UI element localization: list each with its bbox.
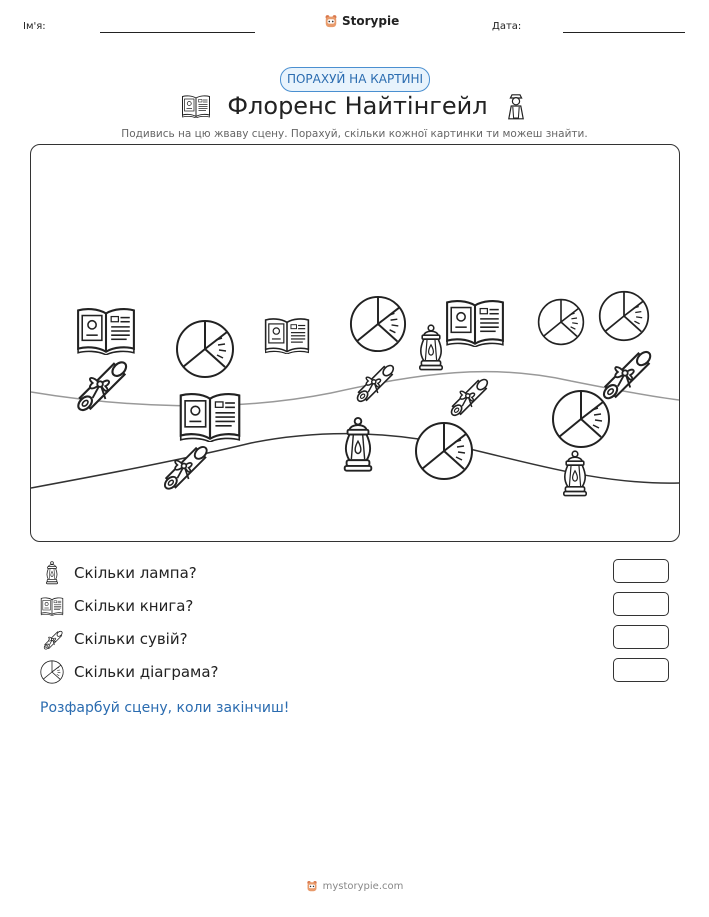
coloring-note: Розфарбуй сцену, коли закінчиш!	[40, 700, 290, 716]
storypie-logo-icon	[306, 880, 318, 892]
scroll-icon	[450, 378, 490, 418]
question-text: Скільки лампа?	[74, 564, 197, 582]
counting-scene	[30, 144, 680, 542]
book-icon	[181, 94, 211, 118]
book-icon	[78, 309, 134, 355]
answer-box-lamp[interactable]	[613, 559, 669, 583]
storypie-logo-icon	[324, 14, 338, 28]
scroll-icon	[163, 445, 209, 491]
name-field[interactable]	[100, 32, 255, 33]
date-field[interactable]	[563, 32, 685, 33]
date-label: Дата:	[492, 21, 522, 32]
chart-icon	[416, 423, 472, 479]
chart-icon	[40, 660, 64, 684]
scroll-icon	[601, 349, 652, 400]
answer-box-book[interactable]	[613, 592, 669, 616]
chart-icon	[539, 300, 584, 345]
activity-badge: ПОРАХУЙ НА КАРТИНІ	[280, 67, 430, 92]
page-title-text: Флоренс Найтінгейл	[227, 92, 488, 120]
answer-box-scroll[interactable]	[613, 625, 669, 649]
page-title	[0, 92, 709, 124]
question-chart	[40, 660, 219, 684]
scroll-icon	[76, 360, 129, 413]
chart-icon	[177, 321, 233, 377]
chart-icon	[600, 292, 649, 341]
book-icon	[40, 594, 64, 618]
question-scroll	[40, 627, 188, 651]
footer-url: mystorypie.com	[322, 880, 404, 892]
brand-logo	[324, 14, 399, 28]
question-lamp	[40, 561, 197, 585]
scroll-icon	[40, 627, 64, 651]
scroll-icon	[356, 364, 396, 404]
nurse-icon	[504, 92, 528, 120]
page-subtitle: Подивись на цю жваву сцену. Порахуй, скільки кожної картинки ти можеш знайти.	[121, 128, 588, 140]
chart-icon	[553, 391, 609, 447]
name-label: Ім'я:	[23, 21, 46, 32]
lamp-icon	[420, 325, 442, 369]
question-text: Скільки діаграма?	[74, 663, 219, 681]
book-icon	[266, 319, 309, 354]
scene-illustration	[31, 145, 679, 541]
question-text: Скільки сувій?	[74, 630, 188, 648]
book-icon	[181, 394, 240, 442]
chart-icon	[351, 297, 405, 351]
question-book	[40, 594, 193, 618]
question-text: Скільки книга?	[74, 597, 194, 615]
book-icon	[447, 301, 503, 347]
lamp-icon	[564, 451, 586, 495]
footer	[0, 880, 709, 892]
lamp-icon	[40, 561, 64, 585]
lamp-icon	[345, 418, 372, 471]
brand-name: Storypie	[342, 14, 400, 28]
answer-box-chart[interactable]	[613, 658, 669, 682]
